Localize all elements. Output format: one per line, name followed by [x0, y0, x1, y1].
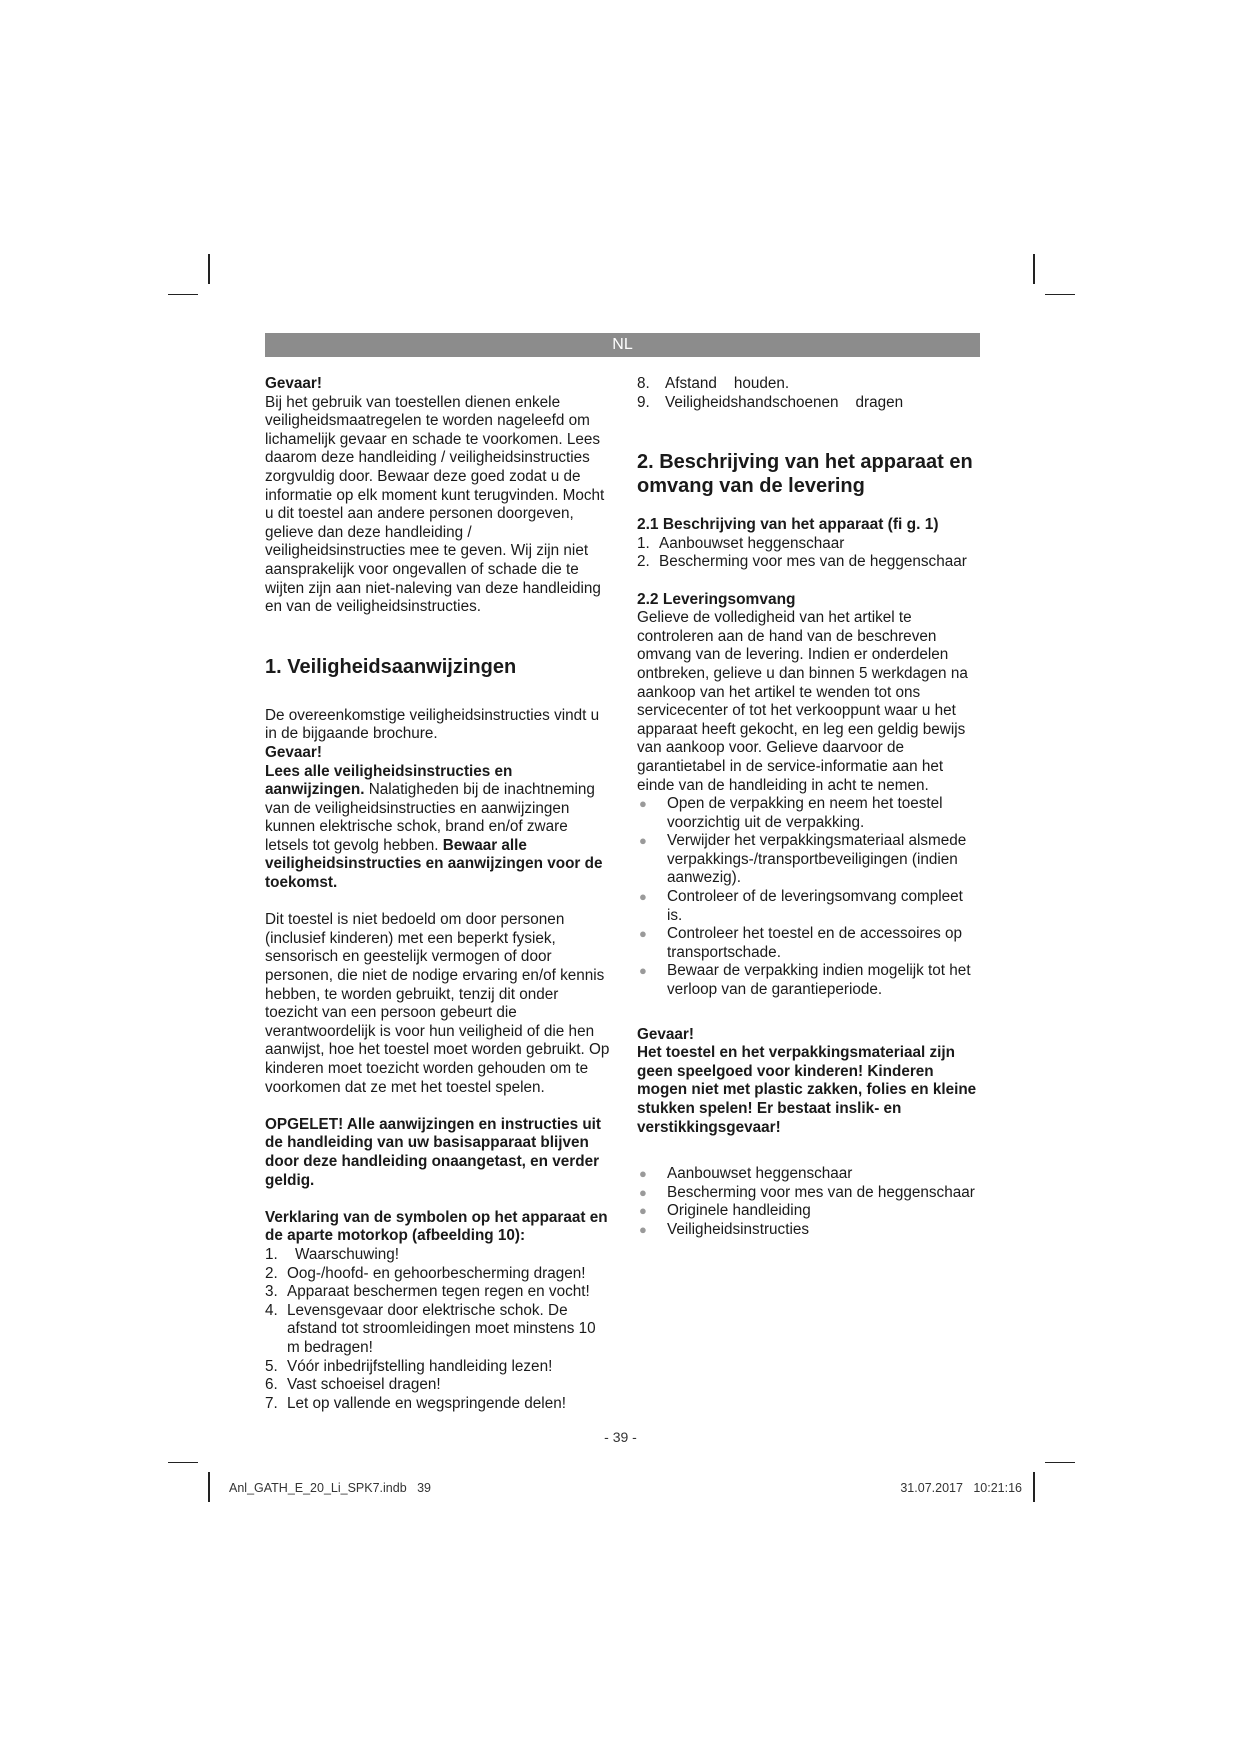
list-number: 4. — [265, 1301, 278, 1319]
list-text: Let op vallende en wegspringende delen! — [287, 1394, 566, 1412]
list-text: Bescherming voor mes van de heggenschaar — [659, 553, 967, 571]
crop-mark — [208, 254, 210, 284]
left-column — [265, 375, 610, 1413]
list-item — [637, 1221, 982, 1240]
unpacking-steps-list — [637, 795, 982, 1000]
list-text: Originele handleiding — [667, 1202, 811, 1220]
list-text: Controleer of de leveringsomvang compleet is. — [667, 888, 963, 924]
list-item — [637, 394, 982, 413]
symbols-list — [265, 1246, 610, 1413]
list-number: 7. — [265, 1394, 278, 1412]
language-header-bar: NL — [265, 333, 980, 357]
bullet-icon: ● — [639, 889, 647, 905]
list-item — [265, 1358, 610, 1377]
bullet-icon: ● — [639, 1203, 647, 1219]
list-item — [637, 1202, 982, 1221]
bullet-icon: ● — [639, 833, 647, 849]
bullet-icon: ● — [639, 796, 647, 812]
crop-mark — [208, 1472, 210, 1502]
list-text: Verwijder het verpakkingsmateriaal alsmede verpakkings-/transportbeveiligingen (indien aanwezig). — [667, 832, 967, 887]
list-item — [265, 1376, 610, 1395]
section-2-2-title: 2.2 Leveringsomvang — [637, 590, 796, 608]
list-item — [637, 1184, 982, 1203]
list-number: 5. — [265, 1357, 278, 1375]
list-text: Vast schoeisel dragen! — [287, 1376, 441, 1394]
s1-text: Nalatigheden bij de inachtneming van de veiligheidsinstructies en aanwijzingen kunnen elektrische schok, brand en/of zware letsels tot gevolg hebben. — [265, 781, 595, 854]
symbols-list-continued — [637, 375, 982, 412]
list-item — [637, 535, 982, 554]
s1-paragraph: De overeenkomstige veiligheidsinstructies vindt u in de bijgaande brochure. — [265, 706, 600, 743]
list-number: 1. — [637, 534, 650, 552]
list-item — [265, 1265, 610, 1284]
intro-text: Bij het gebruik van toestellen dienen enkele veiligheidsmaatregelen te worden nageleefd om lichamelijk gevaar en schade te voorkomen. Lees daarom deze handleiding / veiligheidsinstructies zorgvuldig door. Bewaar deze goed zodat u de informatie op elk moment kunt terugvinden. Mocht u dit toestel aan andere personen doorgeven, gelieve dan deze handleiding / veiligheidsinstructies mee te geven. Wij zijn niet aansprakelijk voor ongevallen of schade die te wijten zijn aan niet-naleving van deze handleiding en van de veiligheidsinstructies. — [265, 393, 605, 616]
list-text: Waarschuwing! — [295, 1245, 400, 1263]
packaging-warning-text: Het toestel en het verpakkingsmateriaal zijn geen speelgoed voor kinderen! Kinderen mogen niet met plastic zakken, folies en kleine stukken spelen! Er bestaat inslik- en verstikkingsgevaar! — [637, 1044, 977, 1136]
bullet-icon: ● — [639, 1166, 647, 1182]
list-text: Aanbouwset heggenschaar — [667, 1165, 853, 1183]
print-timestamp: 31.07.2017 10:21:16 — [900, 1481, 1022, 1495]
list-item — [637, 962, 982, 999]
section-2-1-title: 2.1 Beschrijving van het apparaat (fi g. 1) — [637, 516, 939, 534]
crop-mark — [168, 294, 198, 295]
section-1-title: 1. Veiligheidsaanwijzingen — [265, 655, 517, 678]
list-text: Veiligheidshandschoenen dragen — [665, 393, 904, 411]
bullet-icon: ● — [639, 1221, 647, 1237]
s1-warning-text — [265, 763, 610, 893]
packaging-warning-title: Gevaar! — [637, 1025, 694, 1043]
list-text: Oog-/hoofd- en gehoorbescherming dragen! — [287, 1264, 586, 1282]
intro-warning-title: Gevaar! — [265, 375, 322, 392]
list-item — [265, 1283, 610, 1302]
list-item — [637, 925, 982, 962]
list-text: Aanbouwset heggenschaar — [659, 534, 845, 552]
list-item — [265, 1302, 610, 1358]
crop-mark — [1033, 254, 1035, 284]
s1-bold-read: Lees alle veiligheidsinstructies en aanwijzingen. — [265, 762, 513, 799]
list-number: 2. — [637, 553, 650, 571]
list-item — [637, 1165, 982, 1184]
file-info: Anl_GATH_E_20_Li_SPK7.indb 39 — [229, 1481, 431, 1495]
list-item — [637, 795, 982, 832]
crop-mark — [1045, 1462, 1075, 1463]
delivery-scope-text: Gelieve de volledigheid van het artikel te controleren aan de hand van de beschreven omvang van de levering. Indien er onderdelen ontbreken, gelieve u dan binnen 5 werkdagen na aankoop van het artikel te wenden tot ons servicecenter of tot het verkooppunt waar u het apparaat heeft gekocht, en leg een geldig bewijs van aankoop voor. Gelieve daarvoor de garantietabel in de service-informatie aan het einde van de handleiding in acht te nemen. — [637, 609, 968, 794]
right-column — [637, 375, 982, 1240]
list-text: Bewaar de verpakking indien mogelijk tot het verloop van de garantieperiode. — [667, 962, 971, 999]
list-number: 3. — [265, 1283, 278, 1301]
list-number: 8. — [637, 375, 650, 392]
list-item — [265, 1395, 610, 1414]
bullet-icon: ● — [639, 1184, 647, 1200]
section-2-title: 2. Beschrijving van het apparaat en omvang van de levering — [637, 451, 973, 498]
list-item — [265, 1246, 610, 1265]
symbols-title: Verklaring van de symbolen op het apparaat en de aparte motorkop (afbeelding 10): — [265, 1208, 608, 1245]
list-text: Apparaat beschermen tegen regen en vocht! — [287, 1283, 590, 1301]
list-item — [637, 375, 982, 394]
list-number: 9. — [637, 393, 650, 411]
bullet-icon: ● — [639, 926, 647, 942]
s1-bold-keep: Bewaar alle veiligheidsinstructies en aanwijzingen voor de toekomst. — [265, 836, 603, 892]
s1-attention: OPGELET! Alle aanwijzingen en instructies uit de handleiding van uw basisapparaat blijven door deze handleiding onaangetast, en verder geldig. — [265, 1115, 602, 1189]
list-item — [637, 832, 982, 888]
list-number: 1. — [265, 1245, 278, 1263]
list-item — [637, 888, 982, 925]
delivery-items-list — [637, 1165, 982, 1239]
page-number: - 39 - — [604, 1429, 637, 1445]
list-text: Bescherming voor mes van de heggenschaar — [667, 1183, 975, 1201]
crop-mark — [1033, 1472, 1035, 1502]
list-text: Vóór inbedrijfstelling handleiding lezen! — [287, 1357, 553, 1375]
s1-persons-paragraph: Dit toestel is niet bedoeld om door personen (inclusief kinderen) met een beperkt fysiek, sensorisch en geestelijk vermogen of door personen, die niet de nodige ervaring en/of kennis hebben, te worden gebruikt, tenzij dit onder toezicht van een persoon gebeurt die verantwoordelijk is voor hun veiligheid of die hen aanwijst, hoe het toestel moet worden gebruikt. Op kinderen moet toezicht worden gehouden om te voorkomen dat ze met het toestel spelen. — [265, 911, 610, 1096]
list-text: Levensgevaar door elektrische schok. De afstand tot stroomleidingen moet minstens 10 m bedragen! — [287, 1301, 596, 1356]
list-text: Controleer het toestel en de accessoires op transportschade. — [667, 925, 963, 961]
list-number: 6. — [265, 1376, 278, 1394]
crop-mark — [168, 1462, 198, 1463]
list-number: 2. — [265, 1264, 278, 1282]
list-item — [637, 553, 982, 572]
device-parts-list — [637, 535, 982, 572]
list-text: Veiligheidsinstructies — [667, 1220, 809, 1238]
list-text: Open de verpakking en neem het toestel voorzichtig uit de verpakking. — [667, 795, 943, 831]
crop-mark — [1045, 294, 1075, 295]
list-text: Afstand houden. — [665, 375, 790, 392]
bullet-icon: ● — [639, 963, 647, 979]
s1-warning-title: Gevaar! — [265, 743, 322, 761]
